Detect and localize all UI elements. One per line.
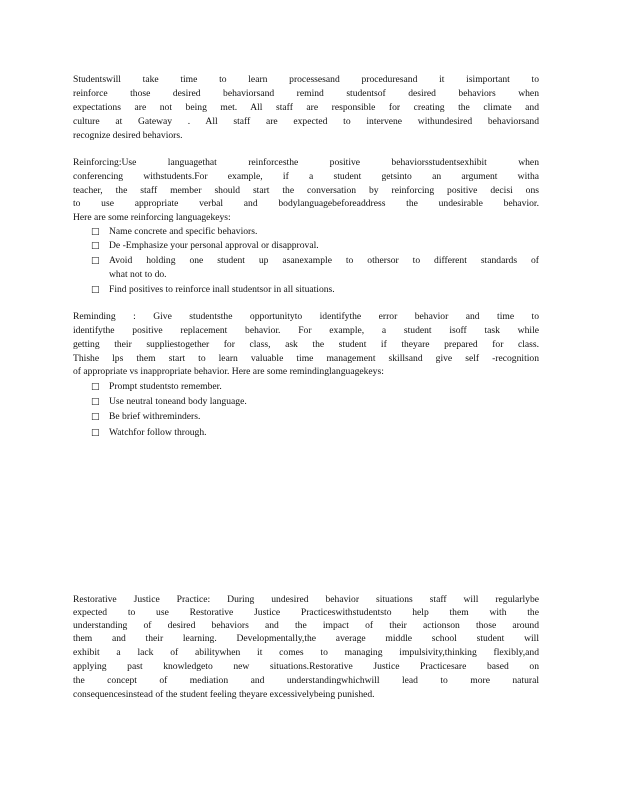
text-line: identifythe positive replacement behavior. For example, a student isoff task while bbox=[73, 325, 539, 336]
text-line: teacher, the staff member should start the conversation by reinforcing positive decisi ons bbox=[73, 185, 539, 196]
text-line: exhibit a lack of abilitywhen it comes to managing impulsivity,thinking flexibly,and bbox=[73, 647, 539, 658]
text-line: consequencesinstead of the student feeling theyare excessivelybeing punished. bbox=[73, 689, 375, 700]
text-line: the concept of mediation and understandingwhichwill lead to more natural bbox=[73, 675, 539, 686]
square-box-icon: □ bbox=[91, 397, 100, 407]
list-item-continuation: what not to do. bbox=[109, 269, 167, 280]
square-box-icon: □ bbox=[91, 285, 100, 295]
square-box-icon: □ bbox=[91, 241, 100, 251]
text-line: culture at Gateway . All staff are expected to intervene withundesired behaviorsand bbox=[73, 116, 539, 127]
text-line: of appropriate vs inappropriate behavior. Here are some remindinglanguagekeys: bbox=[73, 366, 384, 377]
text-line: recognize desired behaviors. bbox=[73, 130, 183, 141]
list-item: Find positives to reinforce inall studentsor in all situations. bbox=[109, 284, 335, 295]
text-line: conferencing withstudents.For example, if a student getsinto an argument witha bbox=[73, 171, 539, 182]
list-item: Use neutral toneand body language. bbox=[109, 396, 247, 407]
square-box-icon: □ bbox=[91, 256, 100, 266]
square-box-icon: □ bbox=[91, 382, 100, 392]
square-box-icon: □ bbox=[91, 227, 100, 237]
square-box-icon: □ bbox=[91, 412, 100, 422]
list-item: Be brief withreminders. bbox=[109, 411, 201, 422]
list-item: De -Emphasize your personal approval or disapproval. bbox=[109, 240, 319, 251]
text-line: Thishe lps them start to learn valuable time management skillsand give self -recognition bbox=[73, 353, 539, 364]
text-line: expectations are not being met. All staff are responsible for creating the climate and bbox=[73, 102, 539, 113]
list-item: Avoid holding one student up asanexample to othersor to different standards of bbox=[109, 255, 539, 266]
text-line: Studentswill take time to learn processesand proceduresand it isimportant to bbox=[73, 74, 539, 85]
text-line: Reminding : Give studentsthe opportunityto identifythe error behavior and time to bbox=[73, 311, 539, 322]
text-line: applying past knowledgeto new situations.Restorative Justice Practicesare based on bbox=[73, 661, 539, 672]
text-line: getting their suppliestogether for class, ask the student if theyare prepared for class. bbox=[73, 339, 539, 350]
list-item: Prompt studentsto remember. bbox=[109, 381, 222, 392]
text-line: to use appropriate verbal and bodylanguagebeforeaddress the undesirable behavior. bbox=[73, 198, 539, 209]
text-line: Restorative Justice Practice: During undesired behavior situations staff will regularlybe bbox=[73, 594, 539, 605]
text-line: understanding of desired behaviors and the impact of their actionson those around bbox=[73, 620, 539, 631]
square-box-icon: □ bbox=[91, 428, 100, 438]
text-line: Here are some reinforcing languagekeys: bbox=[73, 212, 231, 223]
text-line: expected to use Restorative Justice Practiceswithstudentsto help them with the bbox=[73, 607, 539, 618]
text-line: Reinforcing:Use languagethat reinforcesthe positive behaviorsstudentsexhibit when bbox=[73, 157, 539, 168]
text-line: reinforce those desired behaviorsand remind studentsof desired behaviors when bbox=[73, 88, 539, 99]
text-line: them and their learning. Developmentally,the average middle school student will bbox=[73, 633, 539, 644]
list-item: Watchfor follow through. bbox=[109, 427, 207, 438]
list-item: Name concrete and specific behaviors. bbox=[109, 226, 258, 237]
